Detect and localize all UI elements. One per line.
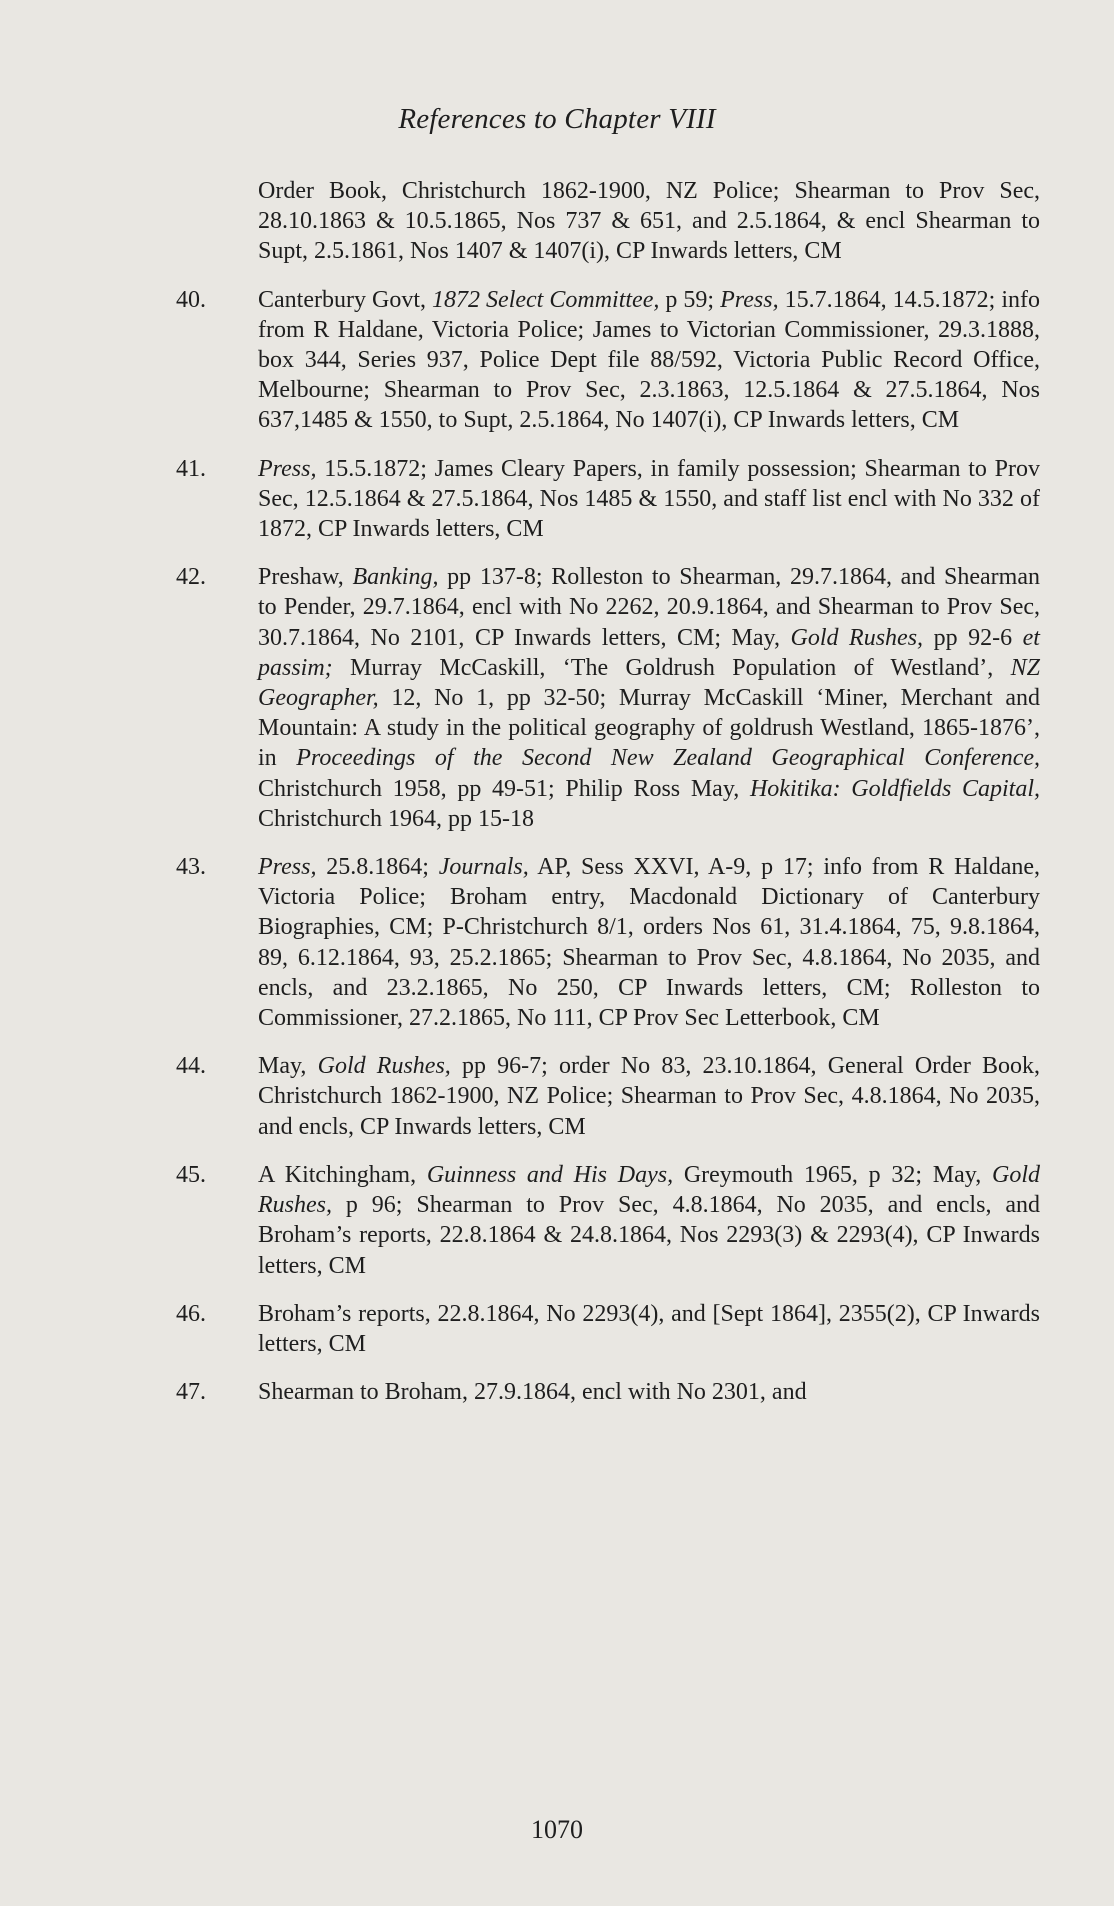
reference-entry [172, 454, 1040, 545]
reference-entry [172, 562, 1040, 834]
reference-segment: Shearman to Broham, 27.9.1864, encl with No 2301, and [258, 1379, 807, 1406]
reference-segment: pp 92-6 [923, 624, 1023, 651]
italic-title: Press, [720, 286, 779, 313]
reference-segment: Murray McCaskill, ‘The Goldrush Population of Westland’, [332, 654, 1011, 681]
italic-title: Guinness and His Days, [426, 1161, 674, 1188]
reference-segment: p 96; Shearman to Prov Sec, 4.8.1864, No 2035, and encls, and Broham’s reports, 22.8.1864 & 24.8.1864, Nos 2293(3) & 2293(4), CP Inwards letters, CM [258, 1192, 1040, 1279]
reference-segment: 15.5.1872; James Cleary Papers, in family possession; Shearman to Prov Sec, 12.5.1864 & 27.5.1864, Nos 1485 & 1550, and staff list encl with No 332 of 1872, CP Inwards letters, CM [258, 455, 1040, 543]
reference-number: 44. [176, 1053, 206, 1080]
italic-title: Press, [258, 854, 317, 881]
reference-segment: 25.8.1864; [316, 854, 439, 881]
italic-title: et passim; [258, 624, 1040, 681]
reference-segment: Greymouth 1965, p 32; May, [673, 1161, 992, 1188]
italic-title: Gold Rushes, [790, 624, 924, 651]
reference-text [258, 176, 1040, 267]
reference-segment: 15.7.1864, 14.5.1872; info from R Haldane, Victoria Police; James to Victorian Commissioner, 29.3.1888, box 344, Series 937, Police Dept file 88/592, Victoria Public Record Office, Melbourne; Shearman to Prov Sec, 2.3.1863, 12.5.1864 & 27.5.1864, Nos 637,1485 & 1550, to Supt, 2.5.1864, No 1407(i), CP Inwards letters, CM [258, 286, 1041, 434]
reference-segment: Order Book, Christchurch 1862-1900, NZ Police; Shearman to Prov Sec, 28.10.1863 & 10.5.1865, Nos 737 & 651, and 2.5.1864, & encl Shearman to Supt, 2.5.1861, Nos 1407 & 1407(i), CP Inwards letters, CM [258, 178, 1040, 265]
reference-segment: p 59; [659, 286, 721, 313]
reference-segment: May, [258, 1053, 318, 1080]
italic-title: Gold Rushes, [258, 1161, 1040, 1219]
reference-segment: Broham’s reports, 22.8.1864, No 2293(4), and [Sept 1864], 2355(2), CP Inwards letters, CM [258, 1300, 1040, 1357]
reference-entry [172, 176, 1040, 267]
reference-text [258, 1051, 1040, 1142]
reference-segment: Canterbury Govt, [258, 286, 433, 313]
running-head: References to Chapter VIII [398, 103, 716, 135]
italic-title: Press, [258, 455, 317, 482]
reference-entry [172, 1299, 1040, 1359]
reference-list [172, 176, 1040, 1425]
reference-number: 42. [176, 564, 206, 591]
reference-segment: Christchurch 1958, pp 49-51; Philip Ross May, [258, 775, 750, 802]
reference-number: 46. [176, 1300, 206, 1327]
italic-title: Hokitika: Goldfields Capital, [749, 775, 1040, 802]
reference-entry [172, 852, 1040, 1033]
reference-number: 41. [176, 455, 206, 482]
italic-title: Proceedings of the Second New Zealand Geographical Conference, [296, 745, 1041, 772]
reference-segment: 12, No 1, pp 32-50; Murray McCaskill ‘Miner, Merchant and Mountain: A study in the political geography of goldrush Westland, 1865-1876’, in [258, 685, 1040, 772]
reference-entry [172, 1051, 1040, 1142]
reference-segment: A Kitchingham, [258, 1161, 427, 1188]
italic-title: 1872 Select Committee, [432, 286, 660, 313]
reference-text [258, 1160, 1040, 1281]
reference-number: 45. [176, 1161, 206, 1188]
reference-text [258, 852, 1040, 1033]
italic-title: Gold Rushes, [317, 1053, 451, 1080]
reference-segment: pp 96-7; order No 83, 23.10.1864, General Order Book, Christchurch 1862-1900, NZ Police; Shearman to Prov Sec, 4.8.1864, No 2035, and encls, CP Inwards letters, CM [258, 1053, 1041, 1140]
reference-text [258, 285, 1040, 436]
italic-title: NZ Geographer, [258, 654, 1040, 712]
reference-entry [172, 1160, 1040, 1281]
reference-text [258, 562, 1040, 834]
reference-text [258, 1299, 1040, 1359]
reference-number: 40. [176, 286, 206, 313]
reference-number: 47. [176, 1379, 206, 1406]
italic-title: Journals, [438, 854, 529, 881]
italic-title: Banking, [352, 564, 439, 591]
reference-number: 43. [176, 854, 206, 881]
page-number: 1070 [531, 1815, 583, 1844]
reference-text [258, 454, 1040, 545]
reference-segment: Christchurch 1964, pp 15-18 [258, 805, 534, 832]
reference-text [258, 1377, 1040, 1407]
reference-segment: pp 137-8; Rolleston to Shearman, 29.7.1864, and Shearman to Pender, 29.7.1864, encl with No 2262, 20.9.1864, and Shearman to Prov Sec, 30.7.1864, No 2101, CP Inwards letters, CM; May, [258, 564, 1040, 651]
reference-segment: Preshaw, [258, 564, 353, 591]
reference-entry [172, 1377, 1040, 1407]
reference-segment: AP, Sess XXVI, A-9, p 17; info from R Haldane, Victoria Police; Broham entry, Macdonald Dictionary of Canterbury Biographies, CM; P-Christchurch 8/1, orders Nos 61, 31.4.1864, 75, 9.8.1864, 89, 6.12.1864, 93, 25.2.1865; Shearman to Prov Sec, 4.8.1864, No 2035, and encls, and 23.2.1865, No 250, CP Inwards letters, CM; Rolleston to Commissioner, 27.2.1865, No 111, CP Prov Sec Letterbook, CM [258, 854, 1040, 1032]
reference-entry [172, 285, 1040, 436]
